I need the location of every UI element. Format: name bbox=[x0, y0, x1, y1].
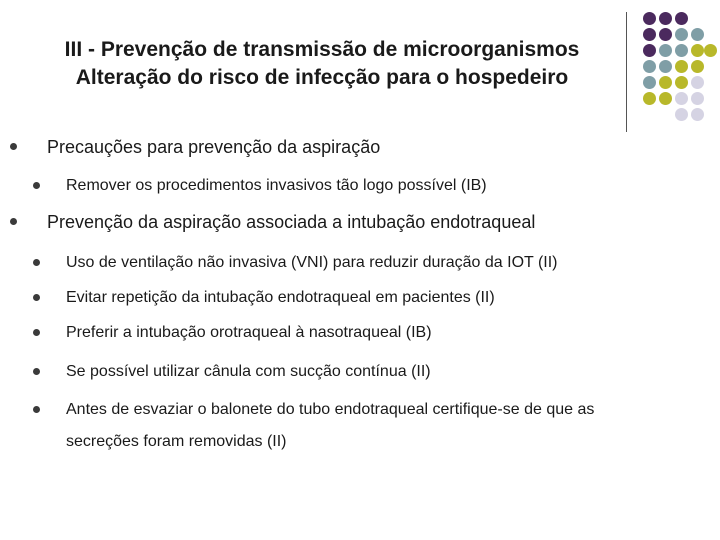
decor-dot bbox=[643, 12, 656, 25]
bullet-icon bbox=[33, 406, 40, 413]
decor-dot bbox=[691, 28, 704, 41]
list-item-text: Remover os procedimentos invasivos tão logo possível (IB) bbox=[66, 177, 487, 194]
title-line-2: Alteração do risco de infecção para o hospedeiro bbox=[75, 66, 569, 89]
decor-dot bbox=[643, 60, 656, 73]
decor-dot bbox=[691, 44, 704, 57]
decor-dot bbox=[675, 44, 688, 57]
decor-dot bbox=[659, 28, 672, 41]
bullet-icon bbox=[33, 329, 40, 336]
decor-dot bbox=[675, 60, 688, 73]
decor-dot bbox=[675, 28, 688, 41]
decor-dot bbox=[675, 12, 688, 25]
section-heading: Prevenção da aspiração associada a intubação endotraqueal bbox=[47, 212, 536, 232]
list-item-text: secreções foram removidas (II) bbox=[66, 433, 287, 450]
decor-dot bbox=[659, 76, 672, 89]
decor-dot bbox=[675, 92, 688, 105]
decor-dot bbox=[691, 92, 704, 105]
decor-dot bbox=[691, 60, 704, 73]
decorative-dot-grid bbox=[633, 12, 717, 112]
bullet-icon bbox=[10, 218, 17, 225]
decor-dot bbox=[691, 76, 704, 89]
decor-dot bbox=[659, 60, 672, 73]
decor-dot bbox=[659, 44, 672, 57]
decor-dot bbox=[659, 12, 672, 25]
title-line-1: III - Prevenção de transmissão de microorganismos bbox=[64, 38, 580, 61]
decor-dot bbox=[675, 108, 688, 121]
bullet-icon bbox=[33, 259, 40, 266]
list-item-text: Evitar repetição da intubação endotraqueal em pacientes (II) bbox=[66, 289, 495, 306]
header-divider bbox=[626, 12, 627, 132]
list-item-text: Preferir a intubação orotraqueal à nasotraqueal (IB) bbox=[66, 324, 432, 341]
list-item-text: Se possível utilizar cânula com sucção contínua (II) bbox=[66, 363, 431, 380]
list-item-text: Uso de ventilação não invasiva (VNI) para reduzir duração da IOT (II) bbox=[66, 254, 558, 271]
decor-dot bbox=[659, 92, 672, 105]
decor-dot bbox=[643, 28, 656, 41]
decor-dot bbox=[643, 44, 656, 57]
list-item-text: Antes de esvaziar o balonete do tubo endotraqueal certifique-se de que as bbox=[66, 401, 595, 418]
section-heading: Precauções para prevenção da aspiração bbox=[47, 137, 381, 157]
bullet-icon bbox=[33, 368, 40, 375]
decor-dot bbox=[643, 76, 656, 89]
decor-dot bbox=[675, 76, 688, 89]
bullet-icon bbox=[10, 143, 17, 150]
slide-title bbox=[22, 36, 622, 92]
decor-dot bbox=[704, 44, 717, 57]
bullet-icon bbox=[33, 182, 40, 189]
bullet-icon bbox=[33, 294, 40, 301]
decor-dot bbox=[691, 108, 704, 121]
decor-dot bbox=[643, 92, 656, 105]
